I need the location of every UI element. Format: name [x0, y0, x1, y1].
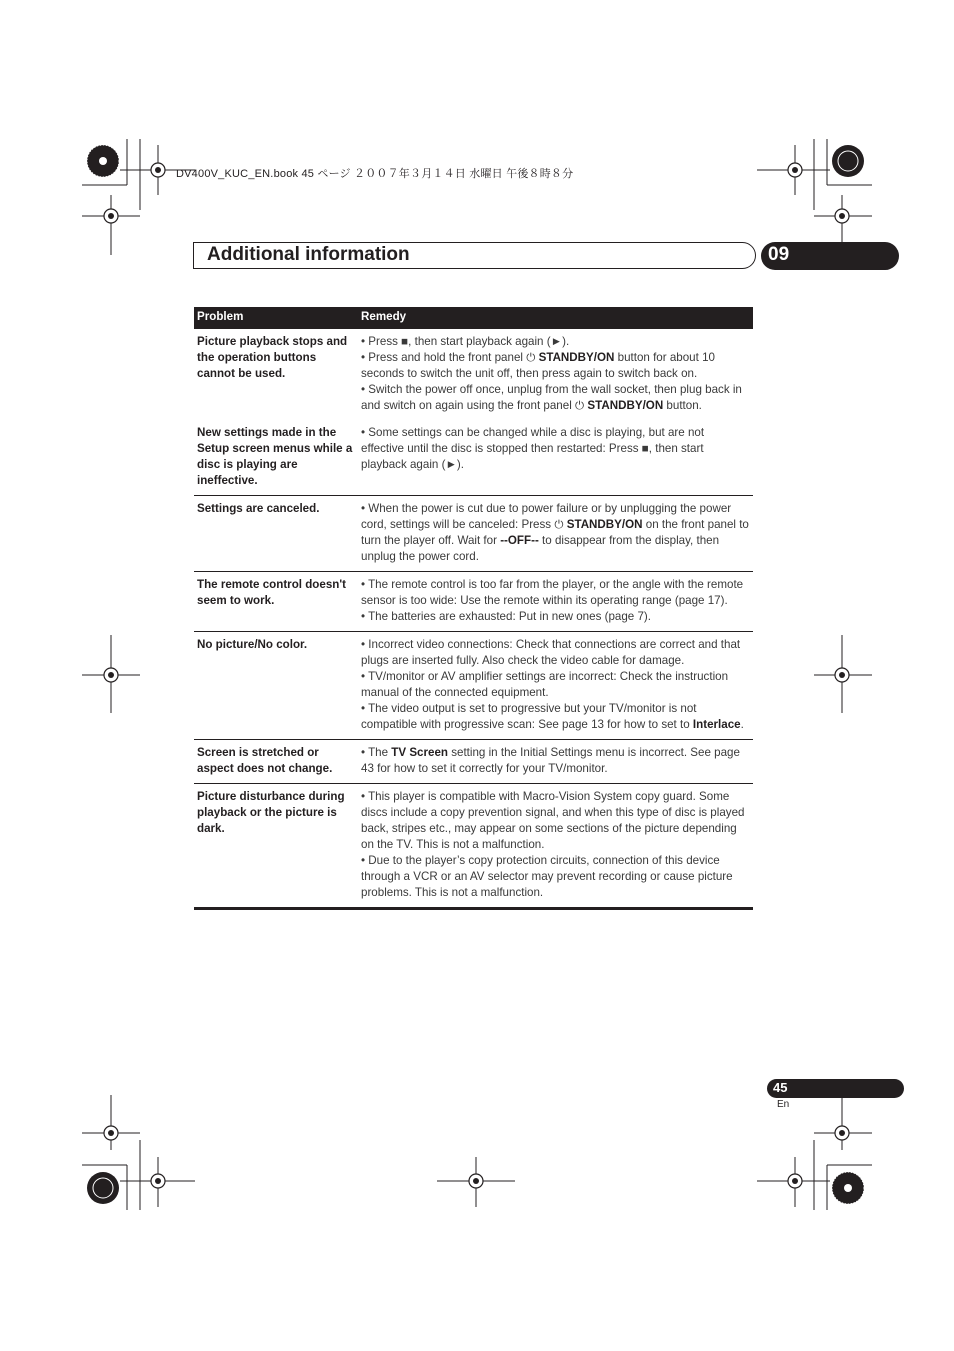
table-row: [194, 740, 753, 784]
remedy-bullet: • Press and hold the front panel ⏻ STANDBY/ON button for about 10 seconds to switch the unit off, then press again to switch back on.: [361, 351, 715, 380]
page-number: 45: [773, 1080, 788, 1095]
remedy-bullet: • Incorrect video connections: Check that connections are correct and that plugs are inserted fully. Also check the video cable for damage.: [361, 638, 741, 667]
remedy-bullet: • The batteries are exhausted: Put in new ones (page 7).: [361, 610, 652, 623]
remedy-cell: [358, 420, 753, 496]
problem-cell: Picture disturbance during playback or the picture is dark.: [194, 784, 358, 909]
problem-cell: Screen is stretched or aspect does not change.: [194, 740, 358, 784]
remedy-bullet: • When the power is cut due to power failure or by unplugging the power cord, settings will be canceled: Press ⏻ STANDBY/ON on the front panel to turn the player off. Wait for --OFF-- to disappear from the display, then unplug the power cord.: [361, 502, 749, 563]
chapter-number: 09: [768, 244, 790, 265]
header-problem: Problem: [194, 307, 358, 329]
page-language: En: [777, 1099, 790, 1110]
table-row: [194, 420, 753, 496]
print-header: DV400V_KUC_EN.book 45 ページ ２００７年３月１４日 水曜日 午後８時８分: [176, 168, 574, 180]
remedy-cell: [358, 572, 753, 632]
remedy-cell: [358, 784, 753, 909]
table-row: [194, 496, 753, 572]
remedy-bullet: • TV/monitor or AV amplifier settings are incorrect: Check the instruction manual of the connected equipment.: [361, 670, 729, 699]
remedy-bullet: • Some settings can be changed while a disc is playing, but are not effective until the disc is stopped then restarted: Press ■, then start playback again (►).: [361, 426, 705, 471]
table-row: [194, 329, 753, 421]
problem-cell: Settings are canceled.: [194, 496, 358, 572]
remedy-bullet: • The TV Screen setting in the Initial Settings menu is incorrect. See page 43 for how to set it correctly for your TV/monitor.: [361, 746, 740, 775]
remedy-bullet: • Press ■, then start playback again (►).: [361, 335, 570, 348]
remedy-cell: [358, 740, 753, 784]
remedy-bullet: • The video output is set to progressive but your TV/monitor is not compatible with progressive scan: See page 13 for how to set to Interlace.: [361, 702, 744, 731]
section-title: Additional information: [207, 244, 410, 265]
table-header-row: [194, 307, 753, 329]
remedy-cell: [358, 632, 753, 740]
table-row: [194, 784, 753, 909]
problem-cell: New settings made in the Setup screen menus while a disc is playing are ineffective.: [197, 426, 353, 487]
table-row: [194, 632, 753, 740]
remedy-cell: [358, 329, 753, 421]
remedy-cell: [358, 496, 753, 572]
table-row: [194, 572, 753, 632]
page-number-badge: [767, 1079, 904, 1098]
remedy-bullet: • The remote control is too far from the player, or the angle with the remote sensor is too wide: Use the remote within its operating range (page 17).: [361, 578, 744, 607]
problem-cell: No picture/No color.: [194, 632, 358, 740]
problem-cell: Picture playback stops and the operation buttons cannot be used.: [194, 329, 358, 421]
table-body: [194, 329, 753, 909]
remedy-bullet: • This player is compatible with Macro-Vision System copy guard. Some discs include a copy prevention signal, and when this type of disc is played back, stripes etc., may appear on some sections of the picture depending on the TV. This is not a malfunction.: [361, 790, 745, 851]
remedy-bullet: • Due to the player’s copy protection circuits, connection of this device through a VCR or an AV selector may prevent recording or cause picture problems. This is not a malfunction.: [361, 854, 733, 899]
problem-cell: The remote control doesn't seem to work.: [194, 572, 358, 632]
header-remedy: Remedy: [358, 307, 753, 329]
troubleshooting-table: [194, 307, 753, 910]
remedy-bullet: • Switch the power off once, unplug from the wall socket, then plug back in and switch on again using the front panel ⏻ STANDBY/ON button.: [361, 383, 742, 412]
